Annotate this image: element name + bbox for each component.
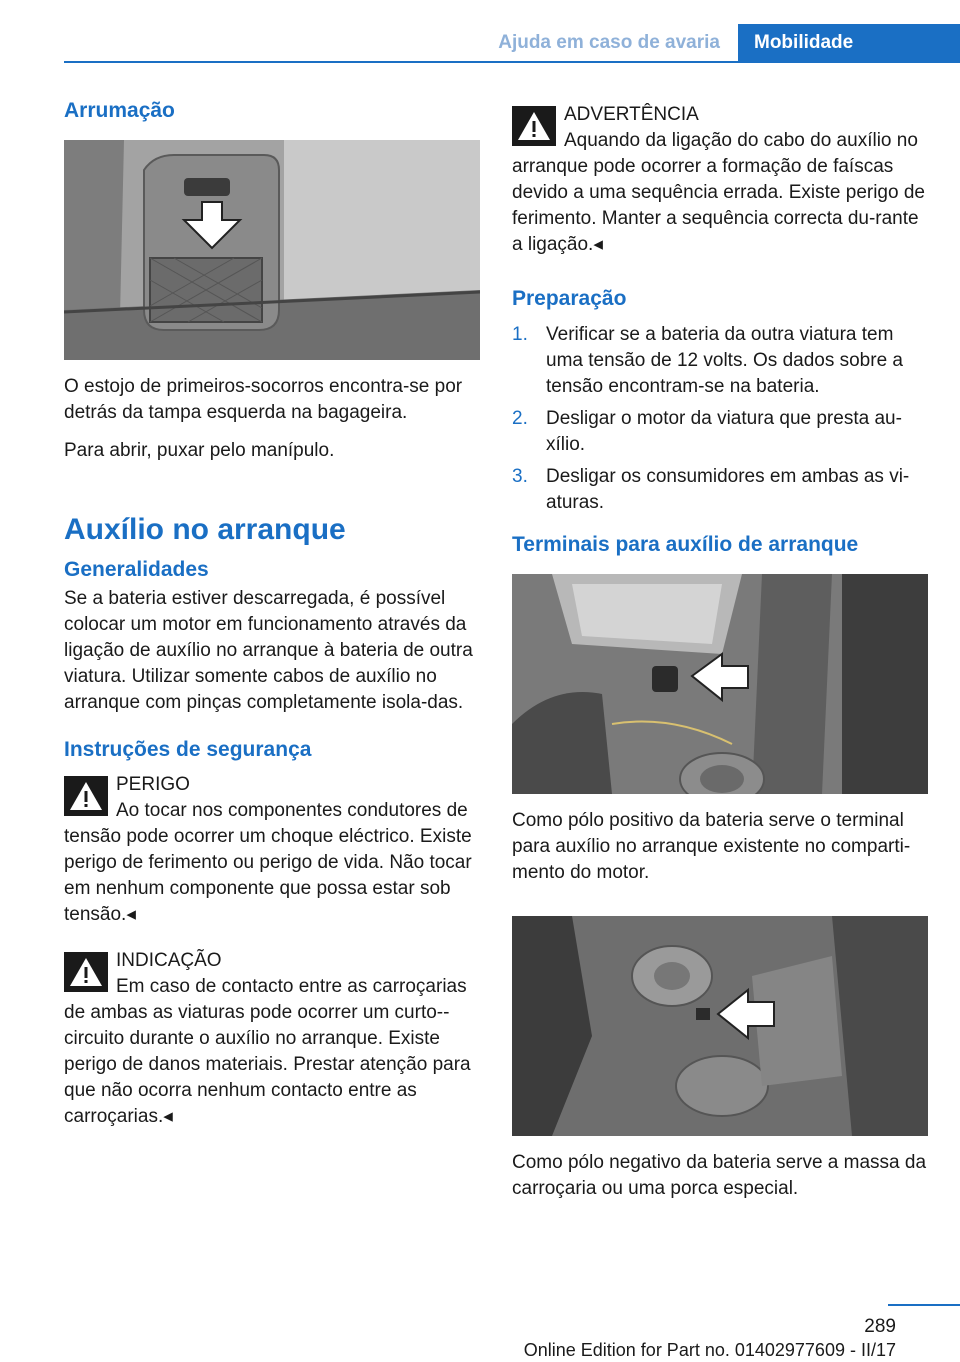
photo-luggage-compartment (64, 140, 480, 360)
general-paragraph: Se a bateria estiver descarregada, é possível colocar um motor em funcionamento através da ligação de auxílio no arranque à bateria de outra viatura. Utilizar somente cabos de auxílio no arranque com pinças completamente isola-das. (64, 588, 473, 713)
step-item (512, 464, 928, 516)
step-item (512, 322, 928, 400)
photo-positive-terminal (512, 574, 928, 794)
positive-terminal-paragraph: Como pólo positivo da bateria serve o terminal para auxílio no arranque existente no comparti-mento do motor. (512, 810, 911, 883)
negative-terminal-paragraph: Como pólo negativo da bateria serve a massa da carroçaria ou uma porca especial. (512, 1152, 927, 1199)
notice-label: INDICAÇÃO (116, 950, 222, 971)
terminals-heading: Terminais para auxílio de arranque (512, 533, 859, 556)
left-column (64, 96, 480, 1144)
warning-triangle-icon (64, 776, 108, 816)
step-number: 1. (512, 324, 528, 345)
preparation-steps (512, 322, 928, 516)
general-heading: Generalidades (64, 558, 209, 581)
caution-label: ADVERTÊNCIA (564, 104, 699, 125)
notice-text: Em caso de contacto entre as carroçarias de ambas as viaturas pode ocorrer um curto--circuito durante o auxílio no arranque. Existe perigo de danos materiais. Prestar atenção para que não ocorra nenhum contacto entre as carroçarias.◂ (64, 976, 471, 1127)
photo-negative-terminal (512, 916, 928, 1136)
notice-warning (64, 948, 480, 1130)
preparation-heading: Preparação (512, 287, 627, 310)
storage-paragraph-2: Para abrir, puxar pelo manípulo. (64, 440, 335, 461)
footer-rule (888, 1304, 960, 1306)
page-number: 289 (864, 1316, 896, 1337)
edition-note: Online Edition for Part no. 01402977609 - II/17 (523, 1340, 896, 1360)
danger-text: Ao tocar nos componentes condutores de tensão pode ocorrer um choque eléctrico. Existe perigo de ferimento ou perigo de vida. Não tocar em nenhum componente que possa estar sob tensão.◂ (64, 800, 472, 925)
caution-warning (512, 102, 928, 258)
warning-triangle-icon (64, 952, 108, 992)
header-chapter-tab: Mobilidade (738, 24, 960, 63)
step-text: Desligar o motor da viatura que presta au-xílio. (546, 408, 902, 455)
header-section-title: Ajuda em caso de avaria (498, 32, 720, 53)
page-header (0, 24, 960, 64)
step-number: 2. (512, 408, 528, 429)
jump-start-heading: Auxílio no arranque (64, 513, 346, 546)
header-rule (64, 61, 960, 63)
step-text: Verificar se a bateria da outra viatura tem uma tensão de 12 volts. Os dados sobre a tensão encontram-se na bateria. (546, 324, 903, 397)
danger-warning (64, 772, 480, 928)
step-number: 3. (512, 466, 528, 487)
caution-text: Aquando da ligação do cabo do auxílio no arranque pode ocorrer a formação de faíscas devido a uma sequência errada. Existe perigo de ferimento. Manter a sequência correcta du-rante a ligação.◂ (512, 130, 925, 255)
danger-label: PERIGO (116, 774, 190, 795)
step-item (512, 406, 928, 458)
storage-heading: Arrumação (64, 99, 175, 122)
step-text: Desligar os consumidores em ambas as vi-aturas. (546, 466, 910, 513)
safety-heading: Instruções de segurança (64, 738, 312, 761)
right-column (512, 102, 928, 1214)
storage-paragraph-1: O estojo de primeiros-socorros encontra-se por detrás da tampa esquerda na bagageira. (64, 376, 463, 423)
warning-triangle-icon (512, 106, 556, 146)
